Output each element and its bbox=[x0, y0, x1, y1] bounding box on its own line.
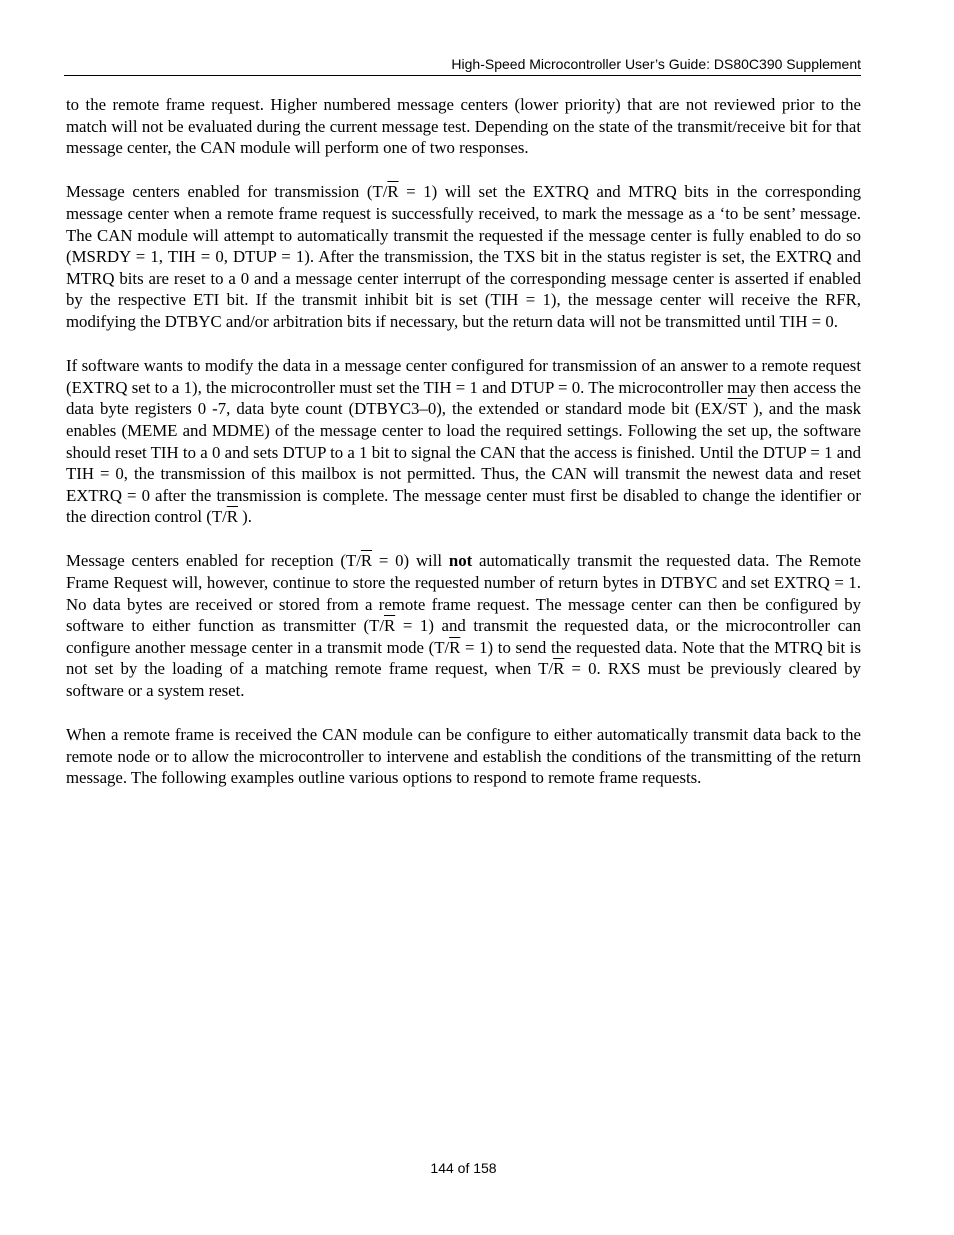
overline-r: $\overline{R}$ bbox=[553, 659, 565, 679]
p3-segment-c: ). bbox=[237, 507, 252, 527]
p4-segment-a: Message centers enabled for reception (T/ bbox=[66, 551, 361, 571]
p4-segment-b: = 0) will bbox=[372, 551, 449, 571]
paragraph-4 bbox=[66, 550, 861, 701]
overline-r: $\overline{R}$ bbox=[449, 637, 461, 657]
body-text bbox=[66, 94, 861, 812]
p4-segment-d: = 1) and transmit the requested data, or the microcontroller can configure another message center in a transmit mode (T/ bbox=[66, 616, 861, 657]
p3-segment-b: ), and the mask enables (MEME and MDME) of the message center to load the required settings. Following the set up, the software should reset TIH to a 0 and sets DTUP to a 1 bit to signal the CAN that the access is finished. Until the DTUP = 1 and TIH = 0, the transmission of this mailbox is not permitted. Thus, the CAN will transmit the newest data and reset EXTRQ = 0 after the transmission is complete. The message center must first be disabled to change the identifier or the direction control (T/ bbox=[66, 399, 862, 527]
p4-segment-e: = 1) to send the requested data. Note that the MTRQ bit is not set by the loading of a matching remote frame request, when T/ bbox=[66, 637, 861, 679]
overline-r: $\overline{R}$ bbox=[383, 616, 396, 636]
overline-r: $\overline{R}$ bbox=[226, 507, 238, 527]
p3-segment-a: If software wants to modify the data in a message center configured for transmission of an answer to a remote request (EXTRQ set to a 1), the microcontroller must set the TIH = 1 and DTUP = 0. The microcontroller may then access the data byte registers 0 -7, data byte count (DTBYC3–0), the extended or standard mode bit (EX/ bbox=[66, 356, 861, 419]
overline-r: $\overline{R}$ bbox=[387, 182, 399, 202]
page-number: 144 of 158 bbox=[430, 1160, 497, 1176]
p4-segment-c: automatically transmit the requested data. The Remote Frame Request will, however, continue to store the requested number of return bytes in DTBYC and set EXTRQ = 1. No data bytes are received or stored from a remote frame request. The message center can then be configured by software to either function as transmitter (T/ bbox=[66, 551, 862, 636]
p4-segment-f: = 0. RXS must be previously cleared by software or a system reset. bbox=[66, 659, 862, 701]
p2-segment-a: Message centers enabled for transmission (T/ bbox=[66, 182, 388, 202]
p2-segment-b: = 1) will set the EXTRQ and MTRQ bits in the corresponding message center when a remote frame request is successfully received, to mark the message as a ‘to be sent’ message. The CAN module will attempt to automatically transmit the requested if the message center is fully enabled to do so (MSRDY = 1, TIH = 0, DTUP = 1). After the transmission, the TXS bit in the status register is set, the EXTRQ and MTRQ bits are reset to a 0 and a message center interrupt of the corresponding message center is asserted if enabled by the respective ETI bit. If the transmit inhibit bit is set (TIH = 1), the message center will receive the RFR, modifying the DTBYC and/or arbitration bits if necessary, but the return data will not be transmitted until TIH = 0. bbox=[66, 182, 861, 331]
overline-st: $\overline{ST}$ bbox=[727, 399, 747, 419]
header-rule bbox=[64, 75, 861, 76]
running-header: High-Speed Microcontroller User’s Guide: DS80C390 Supplement bbox=[451, 56, 861, 72]
paragraph-5-text: When a remote frame is received the CAN module can be configure to either automatically transmit data back to the remote node or to allow the microcontroller to intervene and establish the conditions of the transmitting of the return message. The following examples outline various options to respond to remote frame requests. bbox=[66, 725, 861, 788]
emphasis-not: not bbox=[448, 551, 473, 571]
paragraph-5 bbox=[66, 724, 861, 789]
paragraph-1 bbox=[66, 94, 861, 159]
paragraph-3 bbox=[66, 355, 861, 528]
paragraph-2 bbox=[66, 181, 861, 332]
paragraph-1-text: to the remote frame request. Higher numbered message centers (lower priority) that are not reviewed prior to the match will not be evaluated during the current message test. Depending on the state of the transmit/receive bit for that message center, the CAN module will perform one of two responses. bbox=[66, 95, 861, 158]
overline-r: $\overline{R}$ bbox=[360, 551, 373, 571]
